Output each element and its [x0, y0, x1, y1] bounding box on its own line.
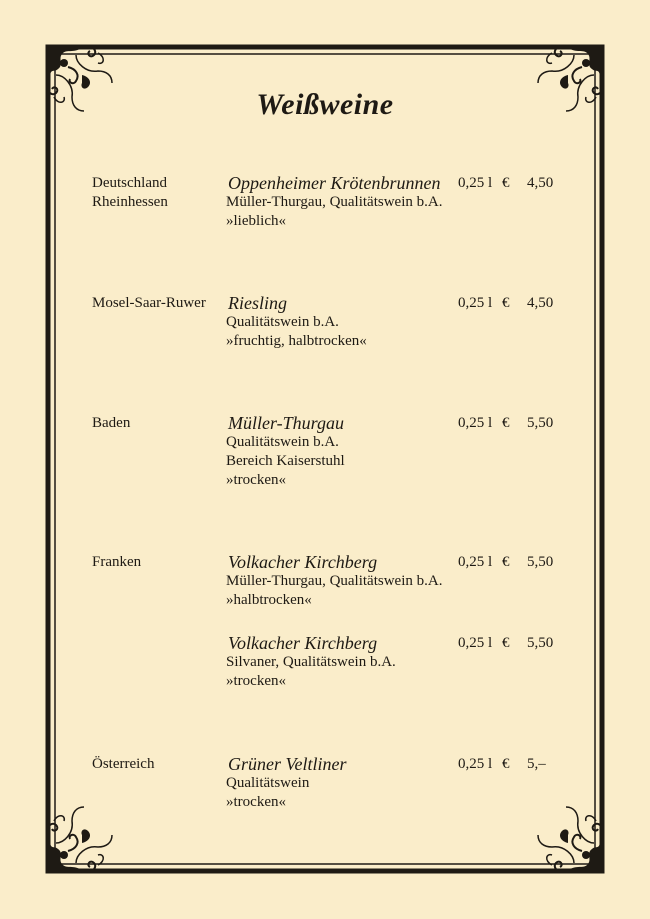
wine-price: 5,50 — [527, 635, 554, 651]
wine-volume: 0,25 l — [458, 635, 493, 651]
wine-region — [92, 294, 206, 313]
wine-detail: »trocken« — [226, 472, 286, 488]
wine-name: Grüner Veltliner — [228, 754, 347, 774]
wine-detail: »lieblich« — [226, 213, 286, 229]
wine-detail: »halbtrocken« — [226, 592, 312, 608]
wine-description — [226, 634, 396, 691]
region-line: Deutschland — [92, 175, 167, 191]
wine-detail: Qualitätswein b.A. — [226, 434, 339, 450]
region-line: Franken — [92, 554, 142, 570]
wine-description — [226, 294, 367, 351]
wine-description — [226, 553, 442, 610]
region-line: Österreich — [92, 756, 155, 772]
wine-name: Volkacher Kirchberg — [228, 633, 378, 653]
wine-volume: 0,25 l — [458, 415, 493, 431]
wine-detail: »fruchtig, halbtrocken« — [226, 333, 367, 349]
region-line: Mosel-Saar-Ruwer — [92, 295, 206, 311]
wine-price: 4,50 — [527, 175, 554, 191]
wine-region — [92, 755, 154, 774]
euro-icon: € — [502, 295, 510, 311]
euro-icon: € — [502, 415, 510, 431]
wine-detail: Müller-Thurgau, Qualitätswein b.A. — [226, 573, 443, 589]
wine-region — [92, 553, 141, 572]
euro-icon: € — [502, 635, 510, 651]
wine-detail: »trocken« — [226, 673, 286, 689]
wine-price: 5,– — [527, 756, 546, 772]
wine-description — [226, 414, 345, 490]
wine-price: 5,50 — [527, 415, 554, 431]
euro-icon: € — [502, 554, 510, 570]
page-title: Weißweine — [256, 88, 394, 121]
wine-detail: Qualitätswein — [226, 775, 310, 791]
wine-detail: »trocken« — [226, 794, 286, 810]
wine-detail: Müller-Thurgau, Qualitätswein b.A. — [226, 194, 443, 210]
wine-name: Riesling — [228, 293, 287, 313]
wine-region — [92, 414, 130, 433]
wine-detail: Qualitätswein b.A. — [226, 314, 339, 330]
wine-name: Müller-Thurgau — [228, 413, 344, 433]
region-line: Baden — [92, 415, 131, 431]
wine-description — [226, 174, 442, 231]
euro-icon: € — [502, 756, 510, 772]
wine-name: Volkacher Kirchberg — [228, 552, 378, 572]
wine-region — [92, 174, 168, 212]
wine-detail: Bereich Kaiserstuhl — [226, 453, 345, 469]
wine-description — [226, 755, 347, 812]
wine-name: Oppenheimer Krötenbrunnen — [228, 173, 441, 193]
wine-volume: 0,25 l — [458, 295, 493, 311]
wine-volume: 0,25 l — [458, 175, 493, 191]
wine-detail: Silvaner, Qualitätswein b.A. — [226, 654, 396, 670]
wine-price: 4,50 — [527, 295, 554, 311]
region-line: Rheinhessen — [92, 194, 168, 210]
wine-price: 5,50 — [527, 554, 554, 570]
wine-volume: 0,25 l — [458, 554, 493, 570]
wine-volume: 0,25 l — [458, 756, 493, 772]
euro-icon: € — [502, 175, 510, 191]
